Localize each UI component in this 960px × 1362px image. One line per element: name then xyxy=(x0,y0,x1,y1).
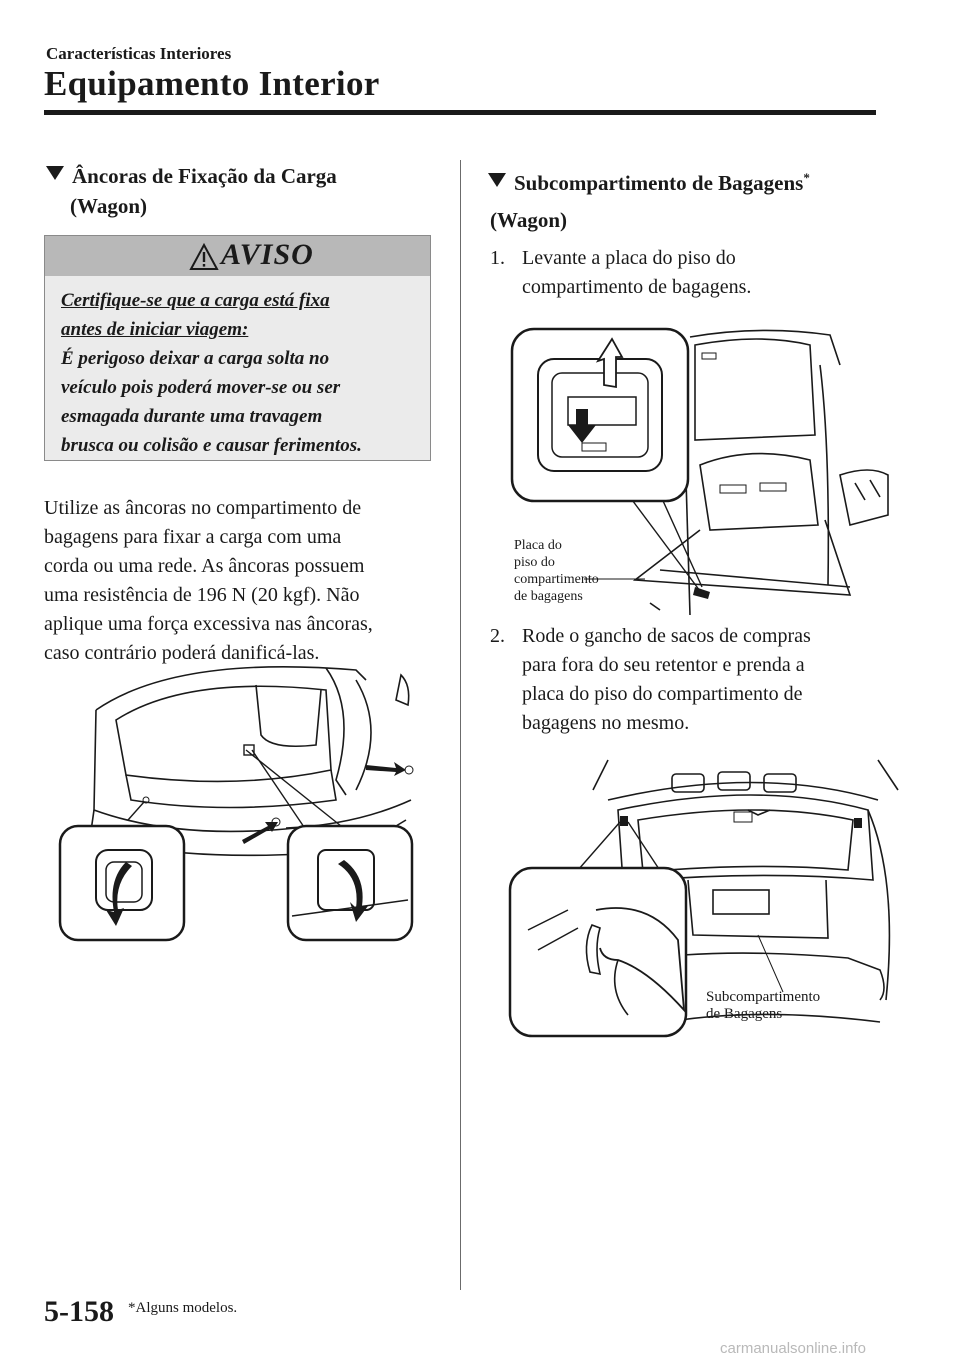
body-line: aplique uma força excessiva nas âncoras, xyxy=(44,613,373,635)
title-rule xyxy=(44,110,876,115)
label-line: de bagagens xyxy=(514,589,583,604)
cargo-anchor-illustration xyxy=(56,650,436,950)
step-2-line: bagagens no mesmo. xyxy=(522,712,690,734)
label-line: Subcompartimento xyxy=(706,989,821,1005)
heading-line: Subcompartimento de Bagagens xyxy=(514,171,804,195)
step-2-line: Rode o gancho de sacos de compras xyxy=(522,625,811,647)
body-line: bagagens para fixar a carga com uma xyxy=(44,526,342,548)
sub-compartment-label xyxy=(706,989,820,1023)
column-divider xyxy=(460,160,461,1290)
shopping-hook-inset xyxy=(510,868,686,1036)
subheading-wagon: (Wagon) xyxy=(490,208,568,232)
page-title: Equipamento Interior xyxy=(44,64,380,103)
warning-text xyxy=(61,286,421,460)
arrow-icon xyxy=(242,822,278,844)
warning-triangle-icon xyxy=(189,243,219,271)
body-line: caso contrário poderá danificá-las. xyxy=(44,642,320,664)
floor-board-label xyxy=(514,537,599,605)
body-paragraph xyxy=(44,494,454,668)
floor-board-handle-inset xyxy=(512,329,688,501)
footnote: *Alguns modelos. xyxy=(128,1300,238,1316)
warning-line: brusca ou colisão e causar ferimentos. xyxy=(61,435,362,456)
arrow-icon xyxy=(366,762,406,776)
anchor-detail-inset-left xyxy=(60,826,184,940)
step-1-number: 1. xyxy=(490,247,505,269)
label-line: Placa do xyxy=(514,538,562,553)
step-2-line: placa do piso do compartimento de xyxy=(522,683,803,705)
warning-line: antes de iniciar viagem: xyxy=(61,319,249,340)
section-label: Características Interiores xyxy=(46,44,232,63)
body-line: corda ou uma rede. As âncoras possuem xyxy=(44,555,365,577)
triangle-bullet-icon xyxy=(488,173,506,187)
body-line: uma resistência de 196 N (20 kgf). Não xyxy=(44,584,360,606)
warning-box xyxy=(44,235,431,461)
label-line: piso do xyxy=(514,555,555,570)
warning-line: Certifique-se que a carga está fixa xyxy=(61,290,330,311)
heading-cargo-anchors-sub: (Wagon) xyxy=(70,194,148,218)
page-number: 5-158 xyxy=(44,1295,114,1328)
step-2-line: para fora do seu retentor e prenda a xyxy=(522,654,805,676)
warning-title: AVISO xyxy=(221,238,314,271)
warning-line: veículo pois poderá mover-se ou ser xyxy=(61,377,341,398)
heading-line: Âncoras de Fixação da Carga xyxy=(72,164,337,188)
warning-line: esmagada durante uma travagem xyxy=(61,406,323,427)
label-line: compartimento xyxy=(514,572,599,587)
heading-cargo-anchors xyxy=(46,162,337,190)
step-1-line: compartimento de bagagens. xyxy=(522,276,752,298)
step-1-line: Levante a placa do piso do xyxy=(522,247,736,269)
anchor-point-icon xyxy=(405,766,413,774)
step-2-number: 2. xyxy=(490,625,505,647)
watermark: carmanualsonline.info xyxy=(720,1340,866,1357)
heading-sub-compartment xyxy=(488,164,810,197)
footnote-mark: * xyxy=(803,170,810,185)
warning-line: É perigoso deixar a carga solta no xyxy=(61,348,330,369)
body-line: Utilize as âncoras no compartimento de xyxy=(44,497,362,519)
warning-header xyxy=(45,236,430,276)
anchor-detail-inset-right xyxy=(288,826,412,940)
sub-compartment-illustration xyxy=(508,760,898,1050)
label-line: de Bagagens xyxy=(706,1006,783,1022)
triangle-bullet-icon xyxy=(46,166,64,180)
